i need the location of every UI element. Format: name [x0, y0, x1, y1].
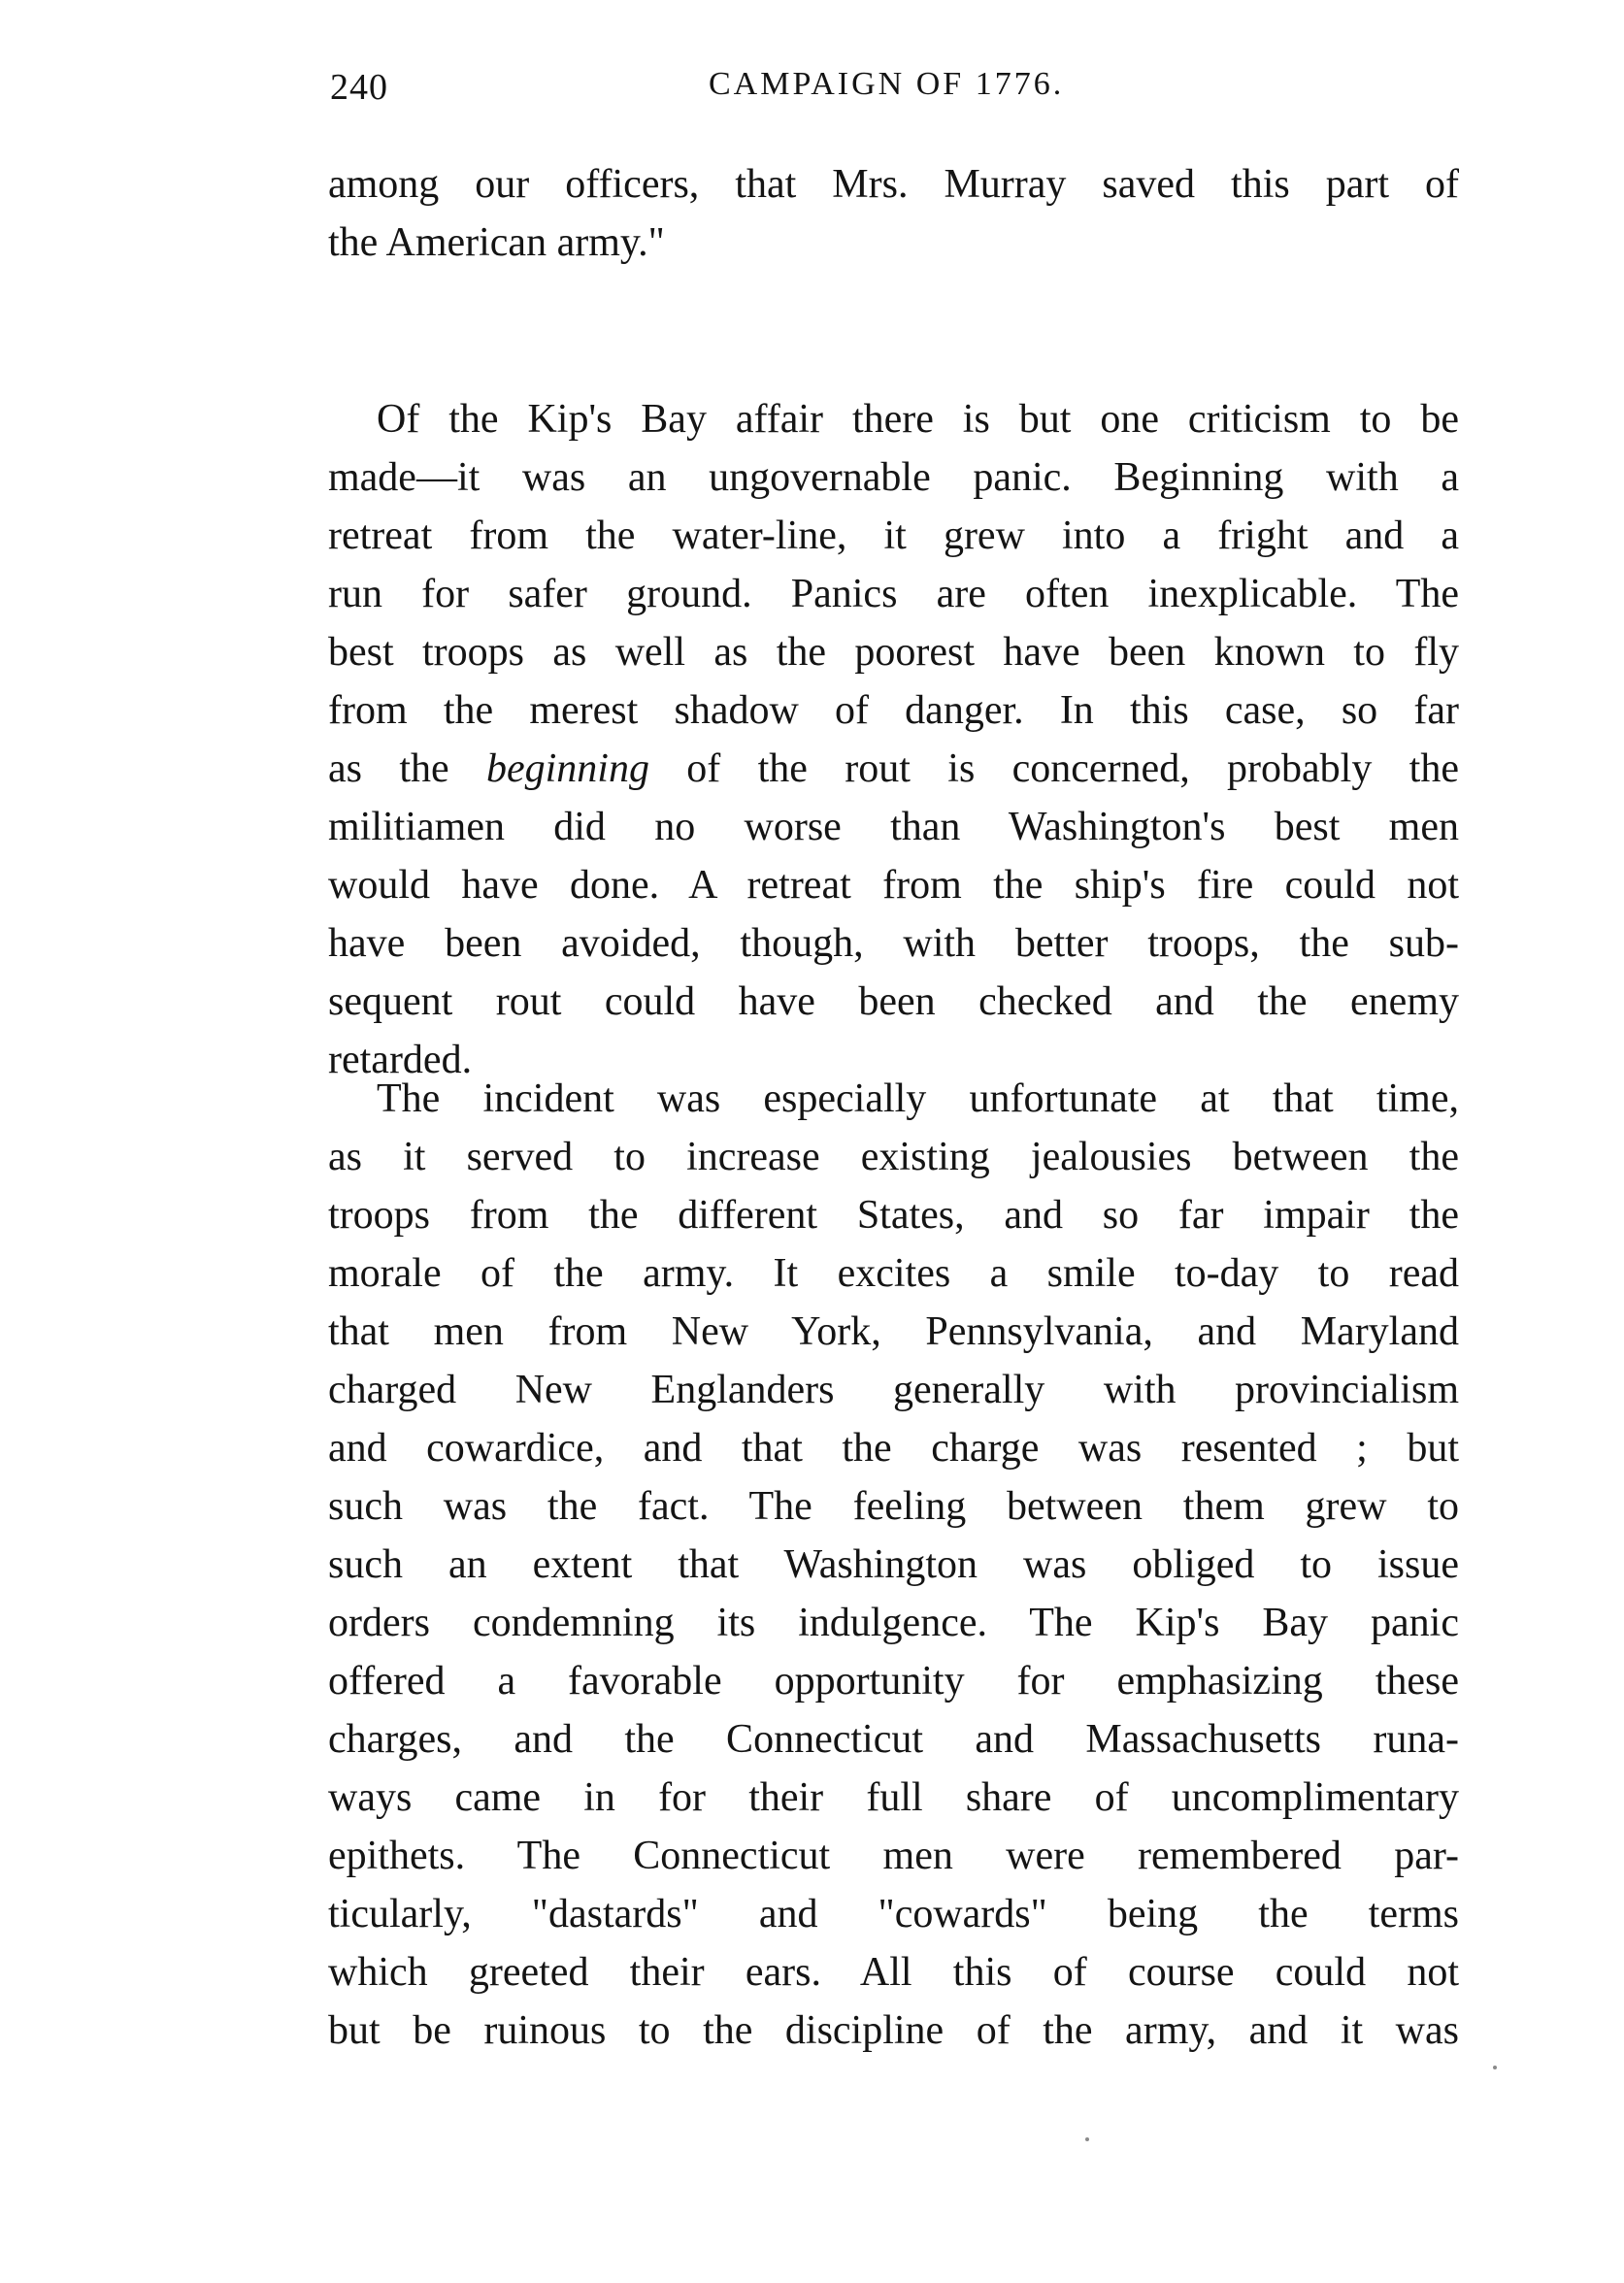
paragraph-kips-bay — [328, 390, 1459, 1089]
text-line: made—it was an ungovernable panic. Beginning with a — [328, 455, 1459, 500]
text-line: epithets. The Connecticut men were remembered par- — [328, 1834, 1459, 1878]
text-line: The incident was especially unfortunate at that time, — [377, 1076, 1459, 1121]
text-line: retarded. — [328, 1038, 473, 1082]
text-line: ticularly, "dastards" and "cowards" being the terms — [328, 1892, 1459, 1936]
text-line: but be ruinous to the discipline of the army, and it was — [328, 2008, 1459, 2053]
text-line: retreat from the water-line, it grew into a fright and a — [328, 513, 1459, 558]
text-line: offered a favorable opportunity for emphasizing these — [328, 1659, 1459, 1704]
text-line: run for safer ground. Panics are often inexplicable. The — [328, 572, 1459, 616]
text-fragment: as the — [328, 746, 486, 791]
text-line: have been avoided, though, with better troops, the sub- — [328, 921, 1459, 966]
text-line: orders condemning its indulgence. The Kip's Bay panic — [328, 1601, 1459, 1645]
scan-speck — [1493, 2066, 1497, 2069]
page-number: 240 — [330, 67, 388, 108]
text-line: charged New Englanders generally with provincialism — [328, 1368, 1459, 1412]
text-line: Of the Kip's Bay affair there is but one criticism to be — [377, 397, 1459, 442]
text-line: among our officers, that Mrs. Murray saved this part of — [328, 162, 1459, 207]
text-line: such an extent that Washington was obliged to issue — [328, 1542, 1459, 1587]
scan-speck — [1085, 2137, 1089, 2141]
page-header — [330, 66, 1107, 124]
text-line: the American army." — [328, 220, 665, 265]
text-line: sequent rout could have been checked and the enemy — [328, 979, 1459, 1024]
paragraph-incident — [328, 1070, 1459, 2060]
text-line: militiamen did no worse than Washington's best men — [328, 805, 1459, 849]
text-line: ways came in for their full share of uncomplimentary — [328, 1775, 1459, 1820]
text-line: such was the fact. The feeling between them grew to — [328, 1484, 1459, 1529]
paragraph-continuation — [328, 155, 1459, 272]
text-line-with-emphasis — [328, 740, 1459, 798]
text-line: morale of the army. It excites a smile to-day to read — [328, 1251, 1459, 1296]
text-fragment: of the rout is concerned, probably the — [648, 746, 1459, 791]
text-line: best troops as well as the poorest have been known to fly — [328, 630, 1459, 675]
text-line: would have done. A retreat from the ship's fire could not — [328, 863, 1459, 908]
text-line: from the merest shadow of danger. In this case, so far — [328, 688, 1459, 733]
text-line: that men from New York, Pennsylvania, and Maryland — [328, 1309, 1459, 1354]
text-line: as it served to increase existing jealousies between the — [328, 1135, 1459, 1179]
text-line: charges, and the Connecticut and Massachusetts runa- — [328, 1717, 1459, 1762]
text-line: troops from the different States, and so far impair the — [328, 1193, 1459, 1238]
running-head: CAMPAIGN OF 1776. — [709, 66, 1065, 102]
text-line: and cowardice, and that the charge was resented ; but — [328, 1426, 1459, 1471]
emphasized-word: beginning — [485, 746, 649, 791]
text-line: which greeted their ears. All this of course could not — [328, 1950, 1459, 1995]
